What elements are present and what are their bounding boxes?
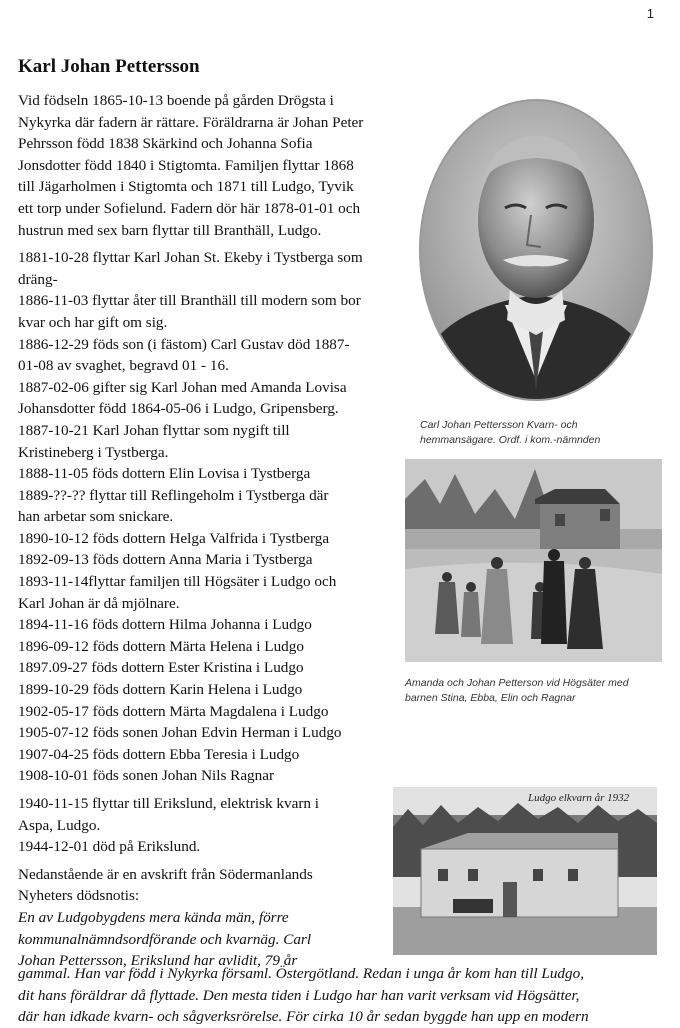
event-line: kvar och har gift om sig. [18,313,168,331]
obit-quote-line: där han idkade kvarn- och sågverksrörelse. För cirka 10 år sedan byggde han upp en modern [18,1008,589,1026]
intro-line: ett torp under Sofielund. Fadern dör här 1878-01-01 och [18,199,361,217]
obituary-continued [18,963,668,1028]
intro-line: Vid födseln 1865-10-13 boende på gården Drögsta i [18,92,334,109]
event-line: 1889-??-?? flyttar till Reflingeholm i Tystberga där [18,486,329,504]
biography-column [18,90,408,978]
intro-line: Pehrsson född 1838 Skärkind och Johanna Sofia [18,135,313,153]
event-line: 01-08 av svaghet, begravd 01 - 16. [18,357,229,375]
later-line: 1944-12-01 död på Erikslund. [18,838,201,856]
event-line: 1902-05-17 föds dottern Märta Magdalena i Ludgo [18,702,329,720]
event-line: 1897.09-27 föds dottern Ester Kristina i Ludgo [18,659,304,677]
event-line: 1908-10-01 föds sonen Johan Nils Ragnar [18,767,275,785]
mill-photo [393,787,657,955]
intro-paragraph [18,90,408,241]
family-caption [405,676,665,706]
event-line: 1888-11-05 föds dottern Elin Lovisa i Tystberga [18,465,311,483]
obit-intro-line: Nedanstående är en avskrift från Södermanlands [18,865,313,883]
page-number: 1 [646,6,654,21]
intro-line: Jonsdotter född 1840 i Stigtomta. Familjen flyttar 1868 [18,156,354,174]
later-line: Aspa, Ludgo. [18,816,101,834]
later-events [18,793,408,858]
portrait-photo [405,90,667,412]
event-line: Kristineberg i Tystberga. [18,443,169,461]
event-line: dräng- [18,270,58,288]
event-line: Karl Johan är då mjölnare. [18,594,180,612]
obit-quote-line: kommunalnämndsordförande och kvarnäg. Carl [18,930,312,948]
caption-line: hemmansägare. Ordf. i kom.-nämnden [420,434,601,446]
event-line: 1905-07-12 föds sonen Johan Edvin Herman i Ludgo [18,724,342,742]
mill-photo-label: Ludgo elkvarn år 1932 [528,792,630,804]
events-list [18,247,408,787]
obituary-intro [18,864,408,972]
intro-line: Nykyrka där fadern är rättare. Föräldrarna är Johan Peter [18,113,364,131]
event-line: 1892-09-13 föds dottern Anna Maria i Tystberga [18,551,313,569]
obit-quote-line: dit hans föräldrar då flyttade. Den mesta tiden i Ludgo har han varit verksam vid Högsätter, [18,986,580,1004]
event-line: 1886-12-29 föds son (i fästom) Carl Gustav död 1887- [18,335,350,353]
event-line: 1907-04-25 föds dottern Ebba Teresia i Ludgo [18,745,300,763]
event-line: 1881-10-28 flyttar Karl Johan St. Ekeby i Tystberga som [18,249,363,267]
event-line: 1887-10-21 Karl Johan flyttar som nygift till [18,421,290,439]
family-photo [405,459,662,662]
caption-line: Amanda och Johan Petterson vid Högsäter med [405,677,629,689]
intro-line: hustrun med sex barn flyttar till Branthäll, Ludgo. [18,221,322,239]
event-line: 1887-02-06 gifter sig Karl Johan med Amanda Lovisa [18,378,347,396]
obit-intro-line: Nyheters dödsnotis: [18,887,140,905]
event-line: han arbetar som snickare. [18,508,174,526]
portrait-caption [420,418,670,448]
page-title: Karl Johan Pettersson [18,56,200,77]
caption-line: Carl Johan Pettersson Kvarn- och [420,419,578,431]
event-line: 1893-11-14flyttar familjen till Högsäter i Ludgo och [18,573,337,591]
event-line: 1899-10-29 föds dottern Karin Helena i Ludgo [18,681,303,699]
caption-line: barnen Stina, Ebba, Elin och Ragnar [405,692,576,704]
obit-quote-line: En av Ludgobygdens mera kända män, förre [18,908,289,926]
obit-quote-line: gammal. Han var född i Nykyrka församl. Östergötland. Redan i unga år kom han till Ludgo, [18,965,584,982]
later-line: 1940-11-15 flyttar till Erikslund, elektrisk kvarn i [18,795,320,812]
intro-line: till Jägarholmen i Stigtomta och 1871 till Ludgo, Tyvik [18,178,354,196]
event-line: Johansdotter född 1864-05-06 i Ludgo, Gripensberg. [18,400,339,418]
event-line: 1894-11-16 föds dottern Hilma Johanna i Ludgo [18,616,312,634]
event-line: 1896-09-12 föds dottern Märta Helena i Ludgo [18,637,304,655]
obit-quote-line: Johan Pettersson, Erikslund har avlidit, 79 år [18,952,298,970]
event-line: 1890-10-12 föds dottern Helga Valfrida i Tystberga [18,529,330,547]
event-line: 1886-11-03 flyttar åter till Branthäll till modern som bor [18,292,361,310]
